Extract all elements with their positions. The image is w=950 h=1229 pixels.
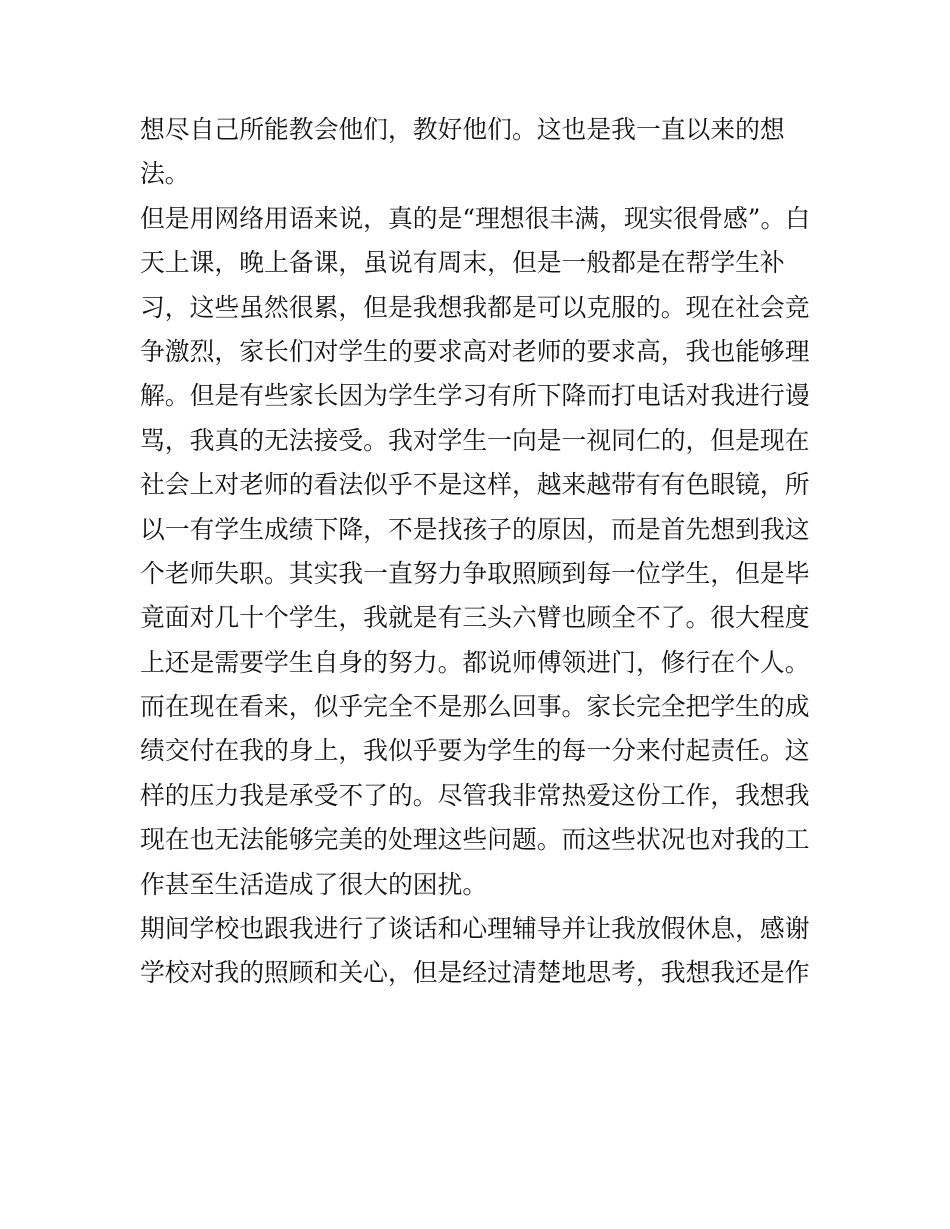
text-line: 法。 <box>140 159 190 189</box>
text-line: 解。但是有些家长因为学生学习有所下降而打电话对我进行谩 <box>140 381 810 411</box>
text-line: 习，这些虽然很累，但是我想我都是可以克服的。现在社会竞 <box>140 292 810 322</box>
text-line: 以一有学生成绩下降，不是找孩子的原因，而是首先想到我这 <box>140 514 810 544</box>
text-line: 上还是需要学生自身的努力。都说师傅领进门，修行在个人。 <box>140 647 810 677</box>
text-line: 学校对我的照顾和关心，但是经过清楚地思考，我想我还是作 <box>140 958 810 988</box>
text-line: 天上课，晚上备课，虽说有周末，但是一般都是在帮学生补 <box>140 248 785 278</box>
text-line: 骂，我真的无法接受。我对学生一向是一视同仁的，但是现在 <box>140 425 810 455</box>
text-line: 期间学校也跟我进行了谈话和心理辅导并让我放假休息，感谢 <box>140 914 810 944</box>
text-line: 竟面对几十个学生，我就是有三头六臂也顾全不了。很大程度 <box>140 603 810 633</box>
text-line: 现在也无法能够完美的处理这些问题。而这些状况也对我的工 <box>140 825 810 855</box>
text-line: 社会上对老师的看法似乎不是这样，越来越带有有色眼镜，所 <box>140 470 810 500</box>
text-line: 但是用网络用语来说，真的是“理想很丰满，现实很骨感”。白 <box>140 203 811 233</box>
text-line: 样的压力我是承受不了的。尽管我非常热爱这份工作，我想我 <box>140 780 810 810</box>
text-line: 作甚至生活造成了很大的困扰。 <box>140 869 488 899</box>
text-line: 绩交付在我的身上，我似乎要为学生的每一分来付起责任。这 <box>140 736 810 766</box>
document-text <box>140 108 815 996</box>
text-line: 争激烈，家长们对学生的要求高对老师的要求高，我也能够理 <box>140 336 810 366</box>
text-line: 想尽自己所能教会他们，教好他们。这也是我一直以来的想 <box>140 115 785 144</box>
text-line: 而在现在看来，似乎完全不是那么回事。家长完全把学生的成 <box>140 692 810 722</box>
text-line: 个老师失职。其实我一直努力争取照顾到每一位学生，但是毕 <box>140 558 810 588</box>
